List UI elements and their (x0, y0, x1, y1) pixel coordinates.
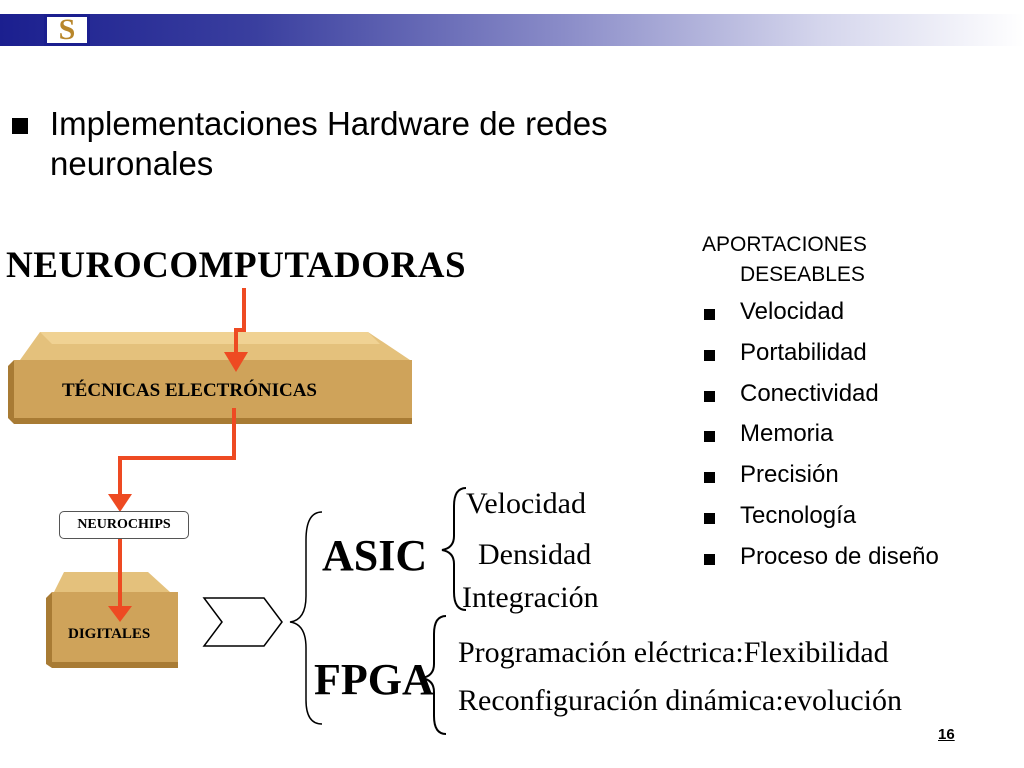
bullet-icon (704, 554, 715, 565)
list-item-text: Velocidad (740, 298, 845, 325)
asic-item-velocidad: Velocidad (466, 487, 586, 520)
aportaciones-heading (702, 230, 867, 290)
neurocomputadoras-heading: NEUROCOMPUTADORAS (6, 245, 467, 286)
fpga-item-programacion: Programación eléctrica:Flexibilidad (458, 636, 889, 669)
neurochips-label: NEUROCHIPS (59, 511, 189, 539)
asic-label: ASIC (322, 531, 428, 580)
electronic-block (8, 332, 412, 424)
list-item (704, 337, 984, 377)
bullet-icon (704, 431, 715, 442)
bullet-icon (704, 350, 715, 361)
bullet-icon (704, 391, 715, 402)
bullet-icon (704, 513, 715, 524)
chevron-icon (204, 598, 282, 646)
digital-block-label: DIGITALES (68, 626, 151, 642)
aportaciones-heading-line2: DESEABLES (740, 263, 865, 286)
bullet-icon (704, 472, 715, 483)
list-item (704, 500, 984, 540)
bullet-icon (704, 309, 715, 320)
list-item (704, 459, 984, 499)
list-item-text: Portabilidad (740, 339, 867, 366)
aportaciones-heading-line1: APORTACIONES (702, 233, 867, 256)
logo: S (44, 14, 90, 46)
electronic-block-label: TÉCNICAS ELECTRÓNICAS (62, 380, 317, 401)
list-item-text: Memoria (740, 420, 834, 447)
fpga-item-reconfiguracion: Reconfiguración dinámica:evolución (458, 684, 903, 717)
slide-title: Implementaciones Hardware de redes neuronales (50, 105, 608, 182)
list-item (704, 296, 984, 336)
list-item (704, 541, 984, 581)
list-item-text: Conectividad (740, 380, 879, 407)
list-item-text: Precisión (740, 461, 839, 488)
list-item-text: Proceso de diseño (740, 543, 939, 570)
asic-item-densidad: Densidad (478, 538, 592, 571)
fpga-label: FPGA (314, 655, 434, 704)
list-item (704, 418, 984, 458)
list-item-text: Tecnología (740, 502, 857, 529)
list-item (704, 378, 984, 418)
asic-item-integracion: Integración (462, 581, 599, 614)
page-number: 16 (938, 726, 955, 743)
digital-block (46, 572, 178, 668)
